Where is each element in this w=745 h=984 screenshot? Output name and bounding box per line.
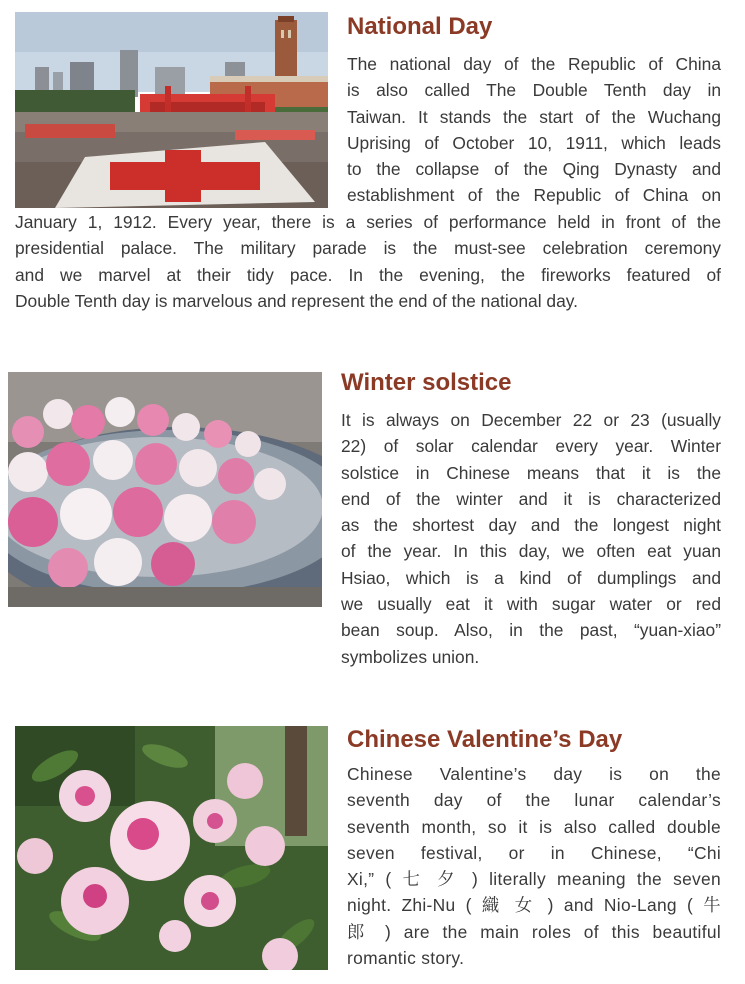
text-line: 22) of solar calendar every year. Winter (341, 436, 721, 457)
text-line: seventh month, so it is also called double (347, 816, 721, 837)
text-line: night. Zhi-Nu ( 織 女 ) and Nio-Lang ( 牛 (347, 895, 721, 916)
text-line: we usually eat it with sugar water or red (341, 594, 721, 615)
text-line: solstice in Chinese means that it is the (341, 462, 721, 483)
winter-solstice-text (341, 407, 721, 670)
text-line: Xi,” ( 七 夕 ) literally meaning the seven (347, 869, 721, 890)
text-line: seven festival, or in Chinese, “Chi (347, 842, 721, 863)
text-line: bean soup. Also, in the past, “yuan-xiao” (341, 620, 721, 641)
section-title-national-day: National Day (347, 13, 493, 40)
text-line: The national day of the Republic of China (347, 54, 721, 74)
text-line: is also called The Double Tenth day in (347, 80, 721, 101)
national-day-text (347, 51, 721, 209)
text-line: Double Tenth day is marvelous and represent the end of the national day. (15, 290, 578, 311)
text-line: Taiwan. It stands the start of the Wuchang (347, 106, 721, 127)
azalea-flowers-photo (15, 726, 328, 970)
text-line: Hsiao, which is a kind of dumplings and (341, 567, 721, 588)
text-line: establishment of the Republic of China on (347, 185, 721, 206)
text-line: of the year. In this day, we often eat yuan (341, 541, 721, 562)
text-line: seventh day of the lunar calendar’s (347, 790, 721, 811)
chinese-valentines-day-text (347, 761, 721, 971)
text-line: presidential palace. The military parade is the must-see celebration ceremony (15, 238, 721, 259)
text-line: symbolizes union. (341, 646, 480, 667)
text-line: 郎 ) are the main roles of this beautiful (347, 921, 721, 942)
text-line: as the shortest day and the longest night (341, 515, 721, 536)
section-title-winter-solstice: Winter solstice (341, 369, 512, 396)
text-line: and we marvel at their tidy pace. In the evening, the fireworks featured of (15, 264, 721, 285)
tangyuan-bowl-photo (8, 372, 322, 607)
text-line: end of the winter and it is characterized (341, 488, 721, 509)
text-line: romantic story. (347, 948, 465, 969)
national-day-parade-photo (15, 12, 328, 208)
national-day-text-full-width (15, 209, 721, 314)
text-line: Uprising of October 10, 1911, which leads (347, 132, 721, 153)
text-line: January 1, 1912. Every year, there is a series of performance held in front of the (15, 212, 721, 232)
text-line: It is always on December 22 or 23 (usually (341, 410, 721, 430)
section-title-chinese-valentines-day: Chinese Valentine’s Day (347, 726, 623, 753)
text-line: Chinese Valentine’s day is on the (347, 764, 721, 784)
text-line: to the collapse of the Qing Dynasty and (347, 159, 721, 180)
